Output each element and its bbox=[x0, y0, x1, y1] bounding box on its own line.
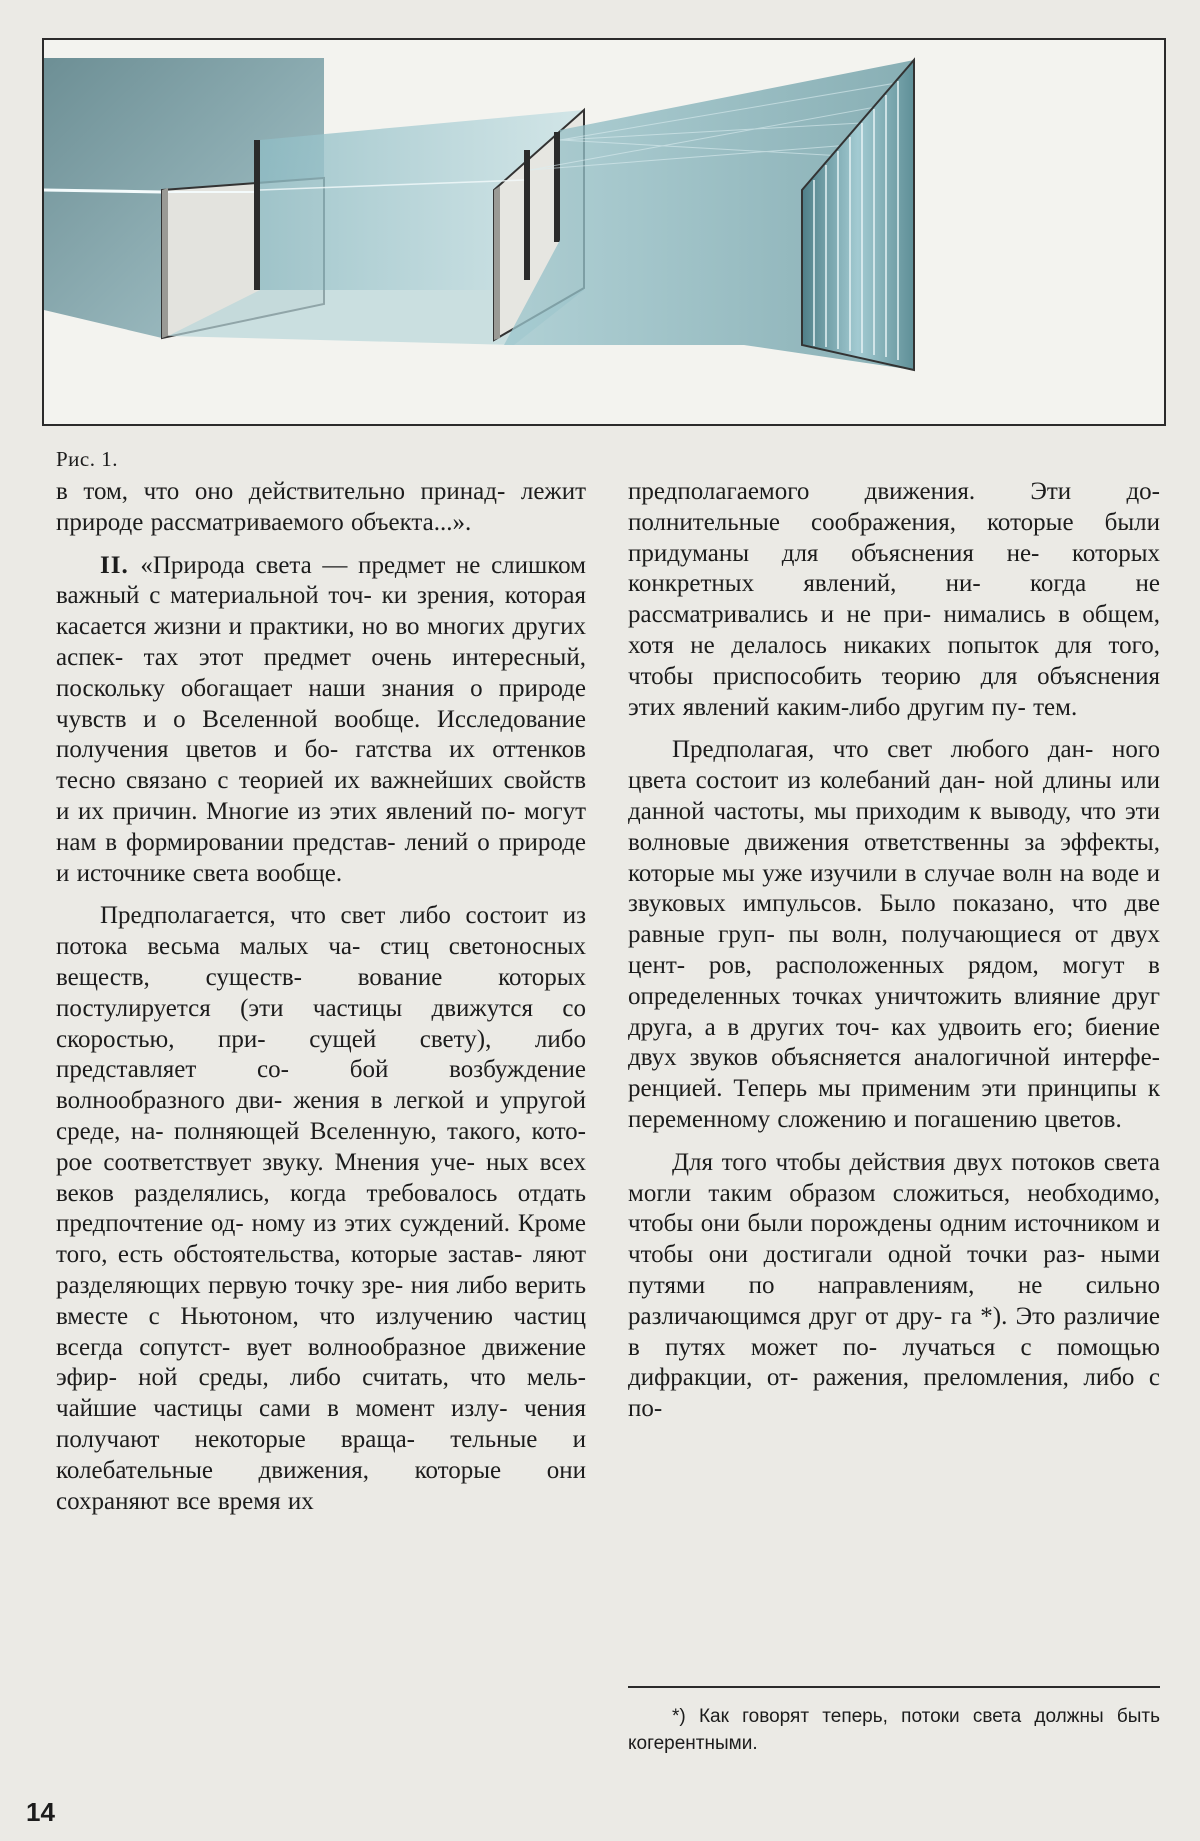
text-line: рое соответствует звуку. Мнения уче- bbox=[56, 1148, 486, 1176]
text-line: ляют разделяющих первую точку зре- bbox=[56, 1241, 586, 1299]
paragraph-section-ii bbox=[56, 551, 586, 890]
footnote-divider bbox=[628, 1686, 1160, 1688]
text-line: Для того чтобы действия двух bbox=[672, 1148, 1012, 1176]
text-line: которые они сохраняют все время их bbox=[56, 1456, 586, 1515]
text-line: принципы к переменному сложению bbox=[628, 1075, 1160, 1133]
text-line: полнительные соображения, которые bbox=[628, 508, 1105, 536]
text-line: га *). Это различие в путях может по- bbox=[628, 1302, 1160, 1361]
text-line: требовалось отдать предпочтение од- bbox=[56, 1179, 586, 1238]
text-line: вообще. bbox=[256, 859, 343, 887]
text-line: Исследование получения цветов и бо- bbox=[56, 705, 586, 764]
figure-illustration bbox=[42, 38, 1166, 426]
text-line: объекта...». bbox=[350, 508, 472, 536]
text-line: ров, расположенных рядом, могут в bbox=[708, 951, 1160, 979]
text-line: ках удвоить его; биение двух звуков bbox=[628, 1013, 1160, 1072]
text-line: определенных точках уничтожить bbox=[628, 982, 1014, 1010]
text-line: ренцией. Теперь мы применим эти bbox=[628, 1075, 1028, 1103]
text-line: и погашению цветов. bbox=[893, 1105, 1122, 1133]
double-slit-diffraction-illustration bbox=[44, 40, 1164, 424]
text-line: объясняется аналогичной интерфе- bbox=[771, 1044, 1160, 1072]
text-line: предполагаемого движения. Эти до- bbox=[628, 478, 1160, 505]
text-line: в том, что оно действительно принад- bbox=[56, 478, 521, 505]
right-column bbox=[628, 477, 1160, 1425]
text-line: лений о природе и источнике света bbox=[56, 828, 587, 887]
text-line: чтобы они достигали одной точки раз- bbox=[628, 1241, 1101, 1269]
text-line: никаких попыток для того, чтобы bbox=[628, 631, 1160, 690]
text-line: были придуманы для объяснения не- bbox=[628, 508, 1160, 567]
text-line: которые мы уже изучили в случае bbox=[628, 859, 1003, 887]
text-line: были порождены одним источником и bbox=[747, 1210, 1161, 1238]
paragraph-continuation-right bbox=[628, 477, 1160, 723]
text-line: «Природа света — предмет не bbox=[140, 551, 492, 579]
text-line: природе чувств и о Вселенной вообще. bbox=[56, 674, 586, 733]
page-number: 14 bbox=[26, 1797, 55, 1827]
text-line: причин. Многие из этих явлений по- bbox=[112, 797, 524, 825]
paragraph-hypotheses bbox=[56, 901, 586, 1517]
text-line: ния либо верить вместе с Ньютоном, bbox=[56, 1271, 586, 1330]
text-line: которых конкретных явлений, ни- bbox=[628, 539, 1160, 598]
text-line: вование которых постулируется (эти bbox=[56, 963, 587, 1022]
text-line: теорией их важнейших свойств и их bbox=[56, 767, 586, 825]
text-line: тем. bbox=[1033, 693, 1078, 721]
text-line: сложиться, необходимо, чтобы они bbox=[628, 1179, 1160, 1238]
text-line: волн на воде и звуковых импульсов. bbox=[628, 859, 1160, 918]
text-line: практики, но во многих других аспек- bbox=[56, 613, 586, 671]
text-line: чайшие частицы сами в момент излу- bbox=[56, 1395, 525, 1423]
text-line: полняющей Вселенную, такого, кото- bbox=[174, 1117, 586, 1145]
footnote: *) Как говорят теперь, потоки света должны быть когерентными. bbox=[628, 1706, 1160, 1754]
text-line: гатства их оттенков тесно связано с bbox=[56, 736, 586, 795]
text-line: есть обстоятельства, которые застав- bbox=[117, 1241, 533, 1269]
text-line: нимались в общем, хотя не делалось bbox=[628, 601, 1160, 659]
text-line: могут нам в формировании представ- bbox=[56, 797, 586, 856]
paragraph-continuation bbox=[56, 477, 586, 539]
text-line: приспособить теорию для объяснения bbox=[713, 662, 1160, 690]
text-line: лучаться с помощью дифракции, от- bbox=[628, 1333, 1160, 1392]
text-line: состоит из потока весьма малых ча- bbox=[56, 902, 586, 961]
text-line: сущей свету), либо представляет со- bbox=[56, 1025, 586, 1084]
text-line: поскольку обогащает наши знания о bbox=[56, 674, 499, 702]
text-line: потоков света могли таким образом bbox=[628, 1148, 1160, 1207]
text-line: что излучению частиц всегда сопутст- bbox=[56, 1302, 586, 1361]
paragraph-wave-theory bbox=[628, 735, 1160, 1135]
text-line: бой возбуждение волнообразного дви- bbox=[56, 1056, 586, 1115]
left-column bbox=[56, 477, 586, 1517]
text-line: тельные и колебательные движения, bbox=[56, 1425, 586, 1484]
text-line: ражения, преломления, либо с по- bbox=[628, 1364, 1161, 1423]
text-line: пы волн, получающиеся от двух цент- bbox=[628, 921, 1160, 979]
text-line: вует волнообразное движение эфир- bbox=[56, 1333, 586, 1392]
text-line: стиц светоносных веществ, существ- bbox=[56, 933, 586, 991]
text-line: ной длины или данной частоты, мы bbox=[628, 767, 1160, 825]
text-line: Предполагая, что свет любого дан- bbox=[672, 736, 1112, 764]
text-line: лежит природе рассматриваемого bbox=[56, 478, 586, 536]
text-line: этих явлений каким-либо другим пу- bbox=[628, 693, 1034, 721]
text-line: движения ответственны за эффекты, bbox=[744, 828, 1160, 856]
text-line: влияние друг друга, а в других точ- bbox=[628, 982, 1160, 1041]
text-line: Было показано, что две равные груп- bbox=[628, 890, 1160, 949]
text-line: ных всех веков разделялись, когда bbox=[56, 1148, 586, 1207]
text-line: частицы движутся со скоростью, при- bbox=[56, 994, 587, 1053]
paragraph-coherence bbox=[628, 1148, 1160, 1425]
text-line: когда не рассматривались и не при- bbox=[628, 570, 1160, 629]
text-line: приходим к выводу, что эти волновые bbox=[628, 797, 1160, 856]
section-label: II. bbox=[100, 551, 141, 579]
text-line: ки зрения, которая касается жизни и bbox=[56, 582, 586, 641]
text-line: ными путями по направлениям, не bbox=[628, 1241, 1160, 1299]
figure-caption: Рис. 1. bbox=[56, 447, 118, 471]
text-line: Предполагается, что свет либо bbox=[100, 902, 466, 930]
text-line: жения в легкой и упругой среде, на- bbox=[56, 1087, 587, 1145]
text-line: сильно различающимся друг от дру- bbox=[628, 1271, 1160, 1330]
text-line: ному из этих суждений. Кроме того, bbox=[56, 1210, 587, 1269]
text-line: тах этот предмет очень интересный, bbox=[143, 643, 586, 671]
text-line: ного цвета состоит из колебаний дан- bbox=[628, 736, 1160, 795]
text-line: чения получают некоторые враща- bbox=[56, 1395, 586, 1453]
text-line: ной среды, либо считать, что мель- bbox=[138, 1364, 586, 1392]
text-line: слишком важный с материальной точ- bbox=[56, 551, 586, 610]
